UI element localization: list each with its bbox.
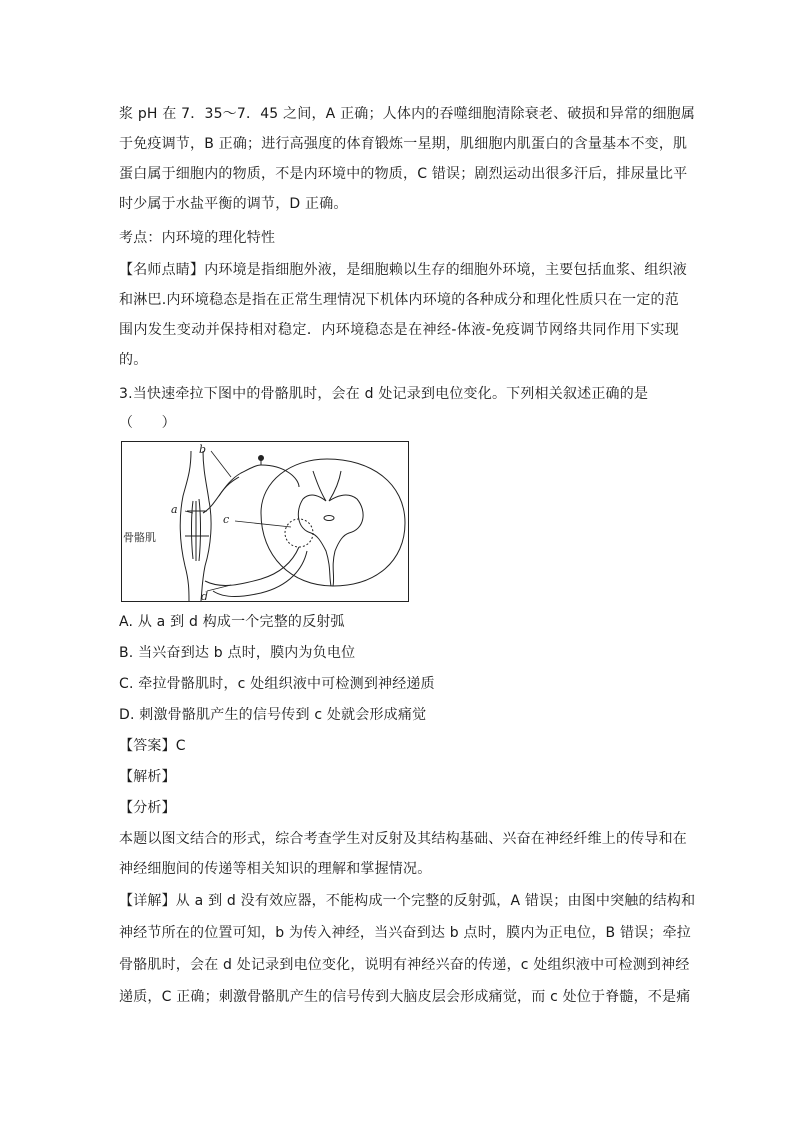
label-a: a <box>171 503 178 516</box>
label-b: b <box>199 443 207 456</box>
mingshi-line: 【名师点睛】内环境是指细胞外液，是细胞赖以生存的细胞外环境，主要包括血浆、组织液 <box>119 262 687 278</box>
xiangjie-line: 【详解】从 a 到 d 没有效应器，不能构成一个完整的反射弧，A 错误；由图中突触的结构和 <box>119 893 696 909</box>
reflex-arc-figure <box>121 441 409 602</box>
jiexi-heading: 【解析】 <box>119 769 176 785</box>
paragraph-line: 时少属于水盐平衡的调节，D 正确。 <box>119 196 348 212</box>
mingshi-line: 的。 <box>119 352 148 368</box>
option-c: C. 牵拉骨骼肌时，c 处组织液中可检测到神经递质 <box>119 676 435 692</box>
paragraph-line: 浆 pH 在 7．35～7．45 之间，A 正确；人体内的吞噬细胞清除衰老、破损和异常的细胞属 <box>119 106 696 122</box>
answer-line: 【答案】C <box>119 738 186 754</box>
paragraph-line: 蛋白属于细胞内的物质，不是内环境中的物质，C 错误；剧烈运动出很多汗后，排尿量比平 <box>119 166 688 182</box>
fenxi-line: 神经细胞间的传递等相关知识的理解和掌握情况。 <box>119 861 432 877</box>
question-stem: 3.当快速牵拉下图中的骨骼肌时，会在 d 处记录到电位变化。下列相关叙述正确的是 <box>119 386 649 402</box>
xiangjie-line: 骨骼肌时，会在 d 处记录到电位变化，说明有神经兴奋的传递，c 处组织液中可检测到神经 <box>119 957 690 973</box>
option-a: A. 从 a 到 d 构成一个完整的反射弧 <box>119 614 345 630</box>
option-b: B. 当兴奋到达 b 点时，膜内为负电位 <box>119 645 356 661</box>
mingshi-line: 围内发生变动并保持相对稳定．内环境稳态是在神经-体液-免疫调节网络共同作用下实现 <box>119 322 679 338</box>
paragraph-line: 于免疫调节，B 正确；进行高强度的体育锻炼一星期，肌细胞内肌蛋白的含量基本不变，肌 <box>119 136 688 152</box>
label-muscle: 骨骼肌 <box>123 531 156 544</box>
xiangjie-line: 神经节所在的位置可知，b 为传入神经，当兴奋到达 b 点时，膜内为正电位，B 错误；牵拉 <box>119 925 691 941</box>
label-c: c <box>223 513 230 526</box>
option-d: D. 刺激骨骼肌产生的信号传到 c 处就会形成痛觉 <box>119 707 427 723</box>
kaodian-line: 考点：内环境的理化特性 <box>119 230 276 246</box>
mingshi-line: 和淋巴.内环境稳态是指在正常生理情况下机体内环境的各种成分和理化性质只在一定的范 <box>119 292 679 308</box>
fenxi-heading: 【分析】 <box>119 800 176 816</box>
fenxi-line: 本题以图文结合的形式，综合考查学生对反射及其结构基础、兴奋在神经纤维上的传导和在 <box>119 831 687 847</box>
label-d: d <box>201 590 209 602</box>
question-paren: （ ） <box>119 415 176 431</box>
xiangjie-line: 递质，C 正确；刺激骨骼肌产生的信号传到大脑皮层会形成痛觉，而 c 处位于脊髓，不是痛 <box>119 989 691 1005</box>
